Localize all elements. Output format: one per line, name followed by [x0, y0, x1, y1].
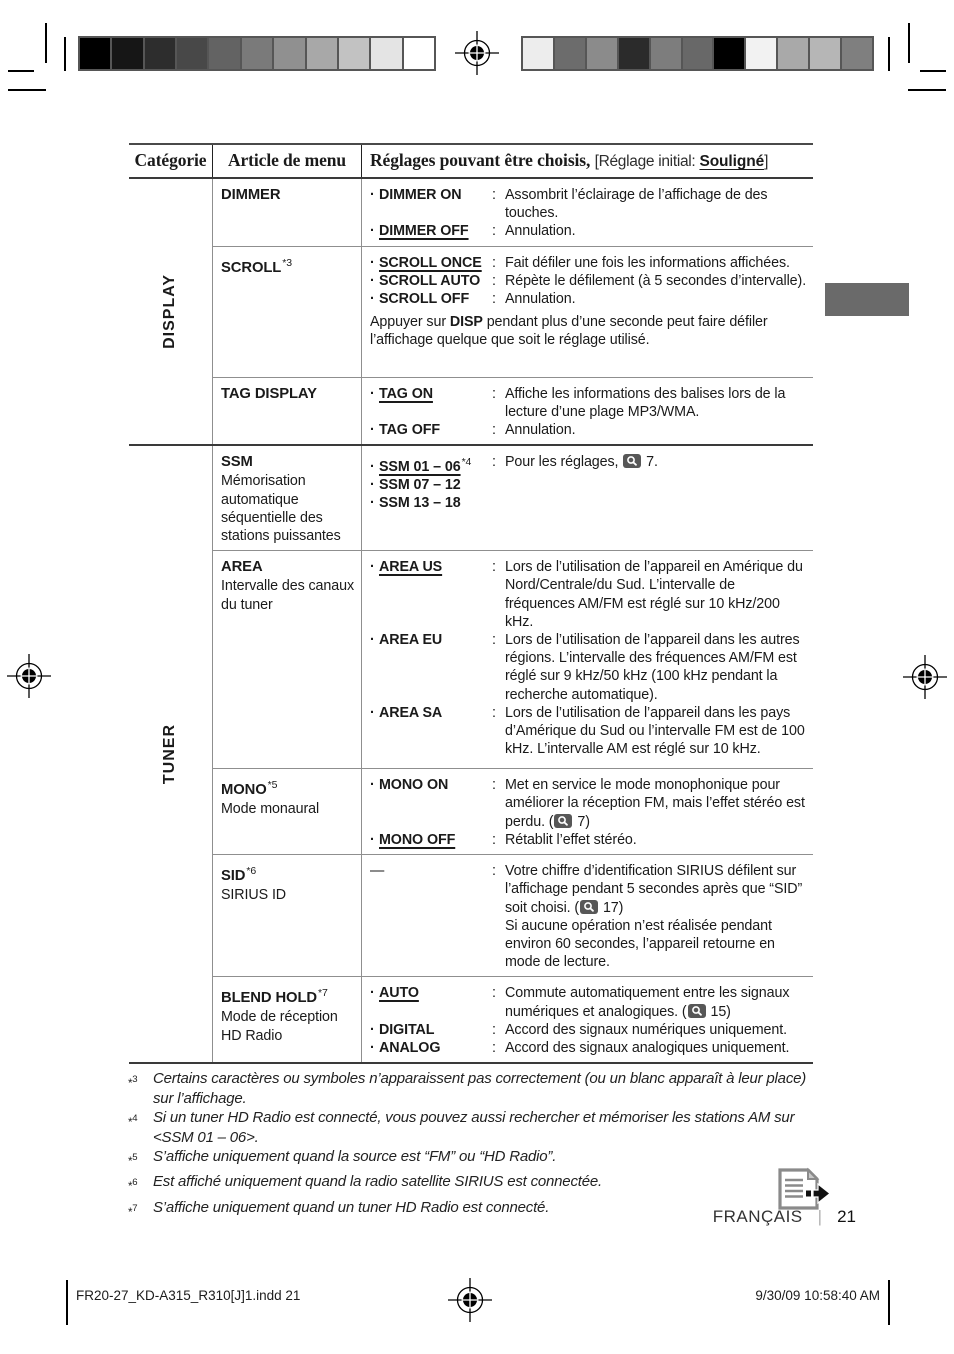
- option-label: [370, 494, 492, 512]
- description-paragraph: Votre chiffre d’identification SIRIUS défilent sur l’affichage pendant 5 secondes après que “SID” soit choisi. ( 17): [505, 863, 803, 916]
- settings-cell: [362, 378, 813, 445]
- option-name: SCROLL OFF: [379, 291, 470, 308]
- calibration-swatch: [649, 38, 681, 69]
- option-description: [505, 831, 807, 849]
- trim-mark: [45, 23, 47, 63]
- calibration-swatch: [776, 38, 808, 69]
- footnote-marker: *$^6$: [128, 1177, 138, 1194]
- description-paragraph: Annulation.: [505, 223, 576, 240]
- settings-cell: [362, 855, 813, 976]
- footnote-marker: *$^3$: [128, 1074, 138, 1090]
- calibration-swatch: [240, 38, 272, 69]
- colon: [492, 494, 505, 512]
- group-rows: [213, 446, 813, 1062]
- table-row: [213, 977, 813, 1062]
- category-cell: [129, 179, 213, 444]
- menu-item-description: Mémorisation automatique séquentielle des stations puissantes: [221, 473, 341, 545]
- calibration-swatch: [681, 38, 713, 69]
- option-label: [370, 222, 492, 240]
- registration-mark-right: [903, 655, 947, 699]
- calibration-swatch: [744, 38, 776, 69]
- option-description: [505, 494, 807, 512]
- print-file-info: FR20-27_KD-A315_R310[J]1.indd 21: [76, 1288, 301, 1303]
- settings-cell: [362, 977, 813, 1062]
- table-row: [213, 378, 813, 445]
- option-label: [370, 776, 492, 831]
- bullet-icon: ·: [370, 477, 375, 494]
- header-menu-item: Article de menu: [213, 145, 362, 177]
- bullet-icon: ·: [370, 291, 375, 308]
- bullet-icon: ·: [370, 1040, 375, 1057]
- trim-mark: [920, 70, 946, 72]
- calibration-swatch: [110, 38, 142, 69]
- group-rows: [213, 179, 813, 444]
- trim-mark: [8, 70, 34, 72]
- trim-mark: [908, 89, 946, 91]
- header-settings-underlined: Souligné: [699, 153, 765, 170]
- description-paragraph: Si aucune opération n’est réalisée pendant environ 60 secondes, l’appareil retourne en mode de lecture.: [505, 917, 775, 971]
- footnote-reference: *7: [318, 987, 328, 1000]
- bullet-icon: ·: [370, 422, 375, 439]
- header-category: Catégorie: [129, 145, 213, 177]
- option-name: MONO ON: [379, 777, 449, 794]
- calibration-swatch: [523, 38, 553, 69]
- footnote-marker-number: 6: [132, 1177, 138, 1189]
- footnote-reference: *4: [461, 456, 472, 469]
- option-description: [505, 421, 807, 439]
- description-paragraph: Pour les réglages, 7.: [505, 454, 658, 471]
- menu-item-name: SID: [221, 868, 246, 884]
- trim-mark: [8, 89, 46, 91]
- bullet-icon: ·: [370, 187, 375, 203]
- category-cell: [129, 446, 213, 1062]
- calibration-swatch: [305, 38, 337, 69]
- menu-item-name: AREA: [221, 559, 263, 576]
- calibration-swatch: [207, 38, 239, 69]
- registration-mark-left: [7, 654, 51, 698]
- item-cell: [213, 977, 362, 1062]
- menu-item-name: DIMMER: [221, 187, 281, 203]
- option-name: SCROLL ONCE: [379, 254, 482, 271]
- table-row: [213, 769, 813, 855]
- option-name: DIMMER OFF: [379, 223, 469, 240]
- colon: :: [492, 187, 496, 203]
- footnote-marker: *$^5$: [128, 1152, 138, 1168]
- table-row: [213, 446, 813, 551]
- trim-mark: [888, 1280, 890, 1325]
- option-label: [370, 290, 492, 308]
- colon: :: [492, 272, 496, 289]
- item-cell: [213, 769, 362, 854]
- option-name: DIGITAL: [379, 1021, 435, 1038]
- description-paragraph: Fait défiler une fois les informations affichées.: [505, 254, 790, 271]
- option-name: ANALOG: [379, 1040, 441, 1057]
- calibration-swatch: [617, 38, 649, 69]
- header-settings-prefix: [Réglage initial:: [594, 153, 700, 170]
- calibration-swatch: [337, 38, 369, 69]
- colon: :: [492, 254, 496, 271]
- item-cell: [213, 378, 362, 445]
- option-label: [370, 186, 492, 222]
- item-cell: [213, 855, 362, 976]
- footnote-text: S’affiche uniquement quand la source est “FM” ou “HD Radio”.: [153, 1148, 557, 1165]
- page-edge-tab: [825, 283, 909, 316]
- menu-item-name: MONO: [221, 782, 267, 798]
- option-name: TAG ON: [379, 385, 433, 402]
- footnote-item: [128, 1147, 830, 1172]
- colon: :: [492, 704, 496, 721]
- item-cell: [213, 446, 362, 550]
- option-label: [370, 476, 492, 494]
- item-cell: [213, 551, 362, 768]
- bullet-icon: ·: [370, 632, 375, 649]
- row-note: Appuyer sur DISP pendant plus d’une seconde peut faire défiler l’affichage quelque que soit le réglage utilisé.: [370, 314, 768, 349]
- description-paragraph: Répète le défilement (à 5 secondes d’intervalle).: [505, 272, 807, 289]
- trim-mark: [908, 23, 910, 63]
- colon: :: [492, 831, 496, 848]
- bullet-icon: ·: [370, 985, 375, 1002]
- calibration-swatch: [808, 38, 840, 69]
- option-name: SSM 07 – 12: [379, 477, 461, 494]
- settings-table: [129, 143, 813, 1064]
- settings-cell: [362, 247, 813, 377]
- colon: :: [492, 985, 496, 1002]
- option-description: [505, 558, 807, 631]
- footer-separator: |: [817, 1207, 823, 1226]
- bullet-icon: ·: [370, 254, 375, 271]
- option-description: [505, 776, 807, 831]
- option-description: [505, 385, 807, 421]
- header-settings-main: Réglages pouvant être choisis,: [370, 150, 595, 170]
- bullet-icon: ·: [370, 559, 375, 576]
- magnifier-icon: [623, 454, 641, 468]
- footnote-reference: *5: [267, 779, 278, 792]
- description-paragraph: Met en service le mode monophonique pour améliorer la réception FM, mais l’effet stéréo est perdu. ( 7): [505, 777, 805, 830]
- option-label: [370, 862, 492, 971]
- option-description: [505, 1039, 807, 1057]
- magnifier-icon: [688, 1004, 706, 1018]
- magnifier-icon: [580, 900, 598, 914]
- footer-language: FRANÇAIS: [712, 1207, 803, 1226]
- option-name: —: [370, 863, 385, 880]
- footnote-reference: *6: [246, 865, 257, 878]
- option-description: [505, 186, 807, 222]
- magnifier-icon: [554, 814, 572, 828]
- footnote-text: Certains caractères ou symboles n’apparaissent pas correctement (ou un blanc apparaît à leur place) sur l’affichage.: [153, 1070, 807, 1107]
- settings-cell: [362, 179, 813, 246]
- calibration-swatch: [80, 38, 110, 69]
- description-paragraph: Affiche les informations des balises lors de la lecture d’une plage MP3/WMA.: [505, 385, 786, 420]
- menu-item-name: TAG DISPLAY: [221, 385, 317, 402]
- option-description: [505, 631, 807, 704]
- trim-mark: [888, 37, 890, 71]
- option-description: [505, 254, 807, 272]
- menu-item-description: Mode de réception HD Radio: [221, 1009, 338, 1044]
- option-description: [505, 222, 807, 240]
- description-paragraph: Accord des signaux numériques uniquement.: [505, 1021, 788, 1038]
- option-name: MONO OFF: [379, 831, 456, 848]
- bullet-icon: ·: [370, 831, 375, 848]
- footnote-marker-number: 4: [132, 1113, 138, 1124]
- description-paragraph: Assombrit l’éclairage de l’affichage de des touches.: [505, 187, 768, 222]
- footnotes: [128, 1069, 830, 1223]
- option-name: TAG OFF: [379, 422, 440, 439]
- description-paragraph: Accord des signaux analogiques uniquement.: [505, 1040, 790, 1057]
- bullet-icon: ·: [370, 458, 375, 475]
- table-group: [129, 179, 813, 446]
- colon: :: [492, 632, 496, 649]
- option-name: SSM 13 – 18: [379, 495, 461, 512]
- description-paragraph: Lors de l’utilisation de l’appareil dans les autres régions. L’intervalle des fréquences AM/FM est réglé sur 9 kHz/50 kHz (100 kHz pendant la recherche automatique).: [505, 632, 800, 703]
- option-label: [370, 831, 492, 849]
- colon: :: [492, 422, 496, 439]
- settings-cell: [362, 446, 813, 550]
- description-paragraph: Lors de l’utilisation de l’appareil dans les pays d’Amérique du Sud ou l’intervalle FM est de 100 kHz. L’intervalle AM est réglé sur 10 kHz.: [505, 704, 805, 758]
- colon: :: [492, 863, 496, 880]
- category-label-display: DISPLAY: [161, 274, 179, 350]
- option-name: SSM 01 – 06: [379, 458, 461, 475]
- calibration-bar-left: [78, 36, 436, 71]
- bullet-icon: ·: [370, 223, 375, 240]
- option-label: [370, 704, 492, 759]
- calibration-swatch: [143, 38, 175, 69]
- footnote-marker: *$^7$: [128, 1202, 138, 1219]
- calibration-swatch: [553, 38, 585, 69]
- calibration-swatch: [712, 38, 744, 69]
- option-description: [505, 704, 807, 759]
- colon: :: [492, 559, 496, 576]
- category-label-tuner: TUNER: [161, 724, 179, 785]
- option-name: AREA SA: [379, 704, 443, 721]
- menu-item-description: Mode monaural: [221, 801, 320, 818]
- option-label: [370, 272, 492, 290]
- footnote-text: Est affiché uniquement quand la radio satellite SIRIUS est connectée.: [153, 1173, 602, 1191]
- footnote-item: [128, 1069, 830, 1108]
- bullet-icon: ·: [370, 777, 375, 794]
- option-description: [505, 290, 807, 308]
- calibration-swatch: [175, 38, 207, 69]
- colon: [492, 476, 505, 494]
- header-settings: [362, 145, 813, 177]
- footnote-marker: *$^4$: [128, 1113, 138, 1129]
- header-settings-suffix: ]: [764, 153, 769, 170]
- option-name: AREA US: [379, 559, 443, 576]
- settings-cell: [362, 551, 813, 768]
- colon: :: [492, 385, 496, 402]
- option-description: [505, 453, 807, 476]
- calibration-swatch: [369, 38, 401, 69]
- print-datetime: 9/30/09 10:58:40 AM: [755, 1288, 880, 1303]
- option-label: [370, 421, 492, 439]
- footnote-marker-number: 5: [132, 1152, 138, 1163]
- footnote-reference: *3: [282, 256, 292, 269]
- bullet-icon: ·: [370, 385, 375, 402]
- table-row: [213, 179, 813, 247]
- colon: :: [492, 291, 496, 308]
- calibration-bar-right: [521, 36, 874, 71]
- item-cell: [213, 247, 362, 377]
- colon: :: [492, 454, 496, 471]
- colon: :: [492, 777, 496, 794]
- option-name: AUTO: [379, 985, 419, 1002]
- menu-item-name: BLEND HOLD: [221, 990, 317, 1007]
- description-paragraph: Rétablit l’effet stéréo.: [505, 831, 637, 848]
- table-group: [129, 446, 813, 1064]
- footnote-text: Si un tuner HD Radio est connecté, vous pouvez aussi rechercher et mémoriser les stations AM sur <SSM 01 – 06>.: [153, 1109, 795, 1146]
- bullet-icon: ·: [370, 272, 375, 289]
- footnote-item: [128, 1108, 830, 1147]
- table-row: [213, 551, 813, 769]
- trim-mark: [64, 37, 66, 71]
- colon: :: [492, 1021, 496, 1038]
- settings-cell: [362, 769, 813, 854]
- colon: :: [492, 1040, 496, 1057]
- description-paragraph: Commute automatiquement entre les signaux numériques et analogiques. ( 15): [505, 985, 790, 1020]
- table-body: [129, 179, 813, 1064]
- option-label: [370, 1039, 492, 1057]
- footnote-item: [128, 1172, 830, 1197]
- description-paragraph: Annulation.: [505, 422, 576, 439]
- menu-item-name: SCROLL: [221, 259, 282, 276]
- calibration-swatch: [840, 38, 872, 69]
- table-header-row: [129, 145, 813, 179]
- menu-item-name: SSM: [221, 454, 253, 471]
- option-name: SCROLL AUTO: [379, 272, 481, 289]
- footnote-marker-number: 7: [132, 1202, 138, 1214]
- option-label: [370, 558, 492, 631]
- option-label: [370, 631, 492, 704]
- option-label: [370, 385, 492, 421]
- option-label: [370, 453, 492, 476]
- registration-mark-top: [455, 31, 499, 75]
- calibration-swatch: [402, 38, 434, 69]
- table-row: [213, 247, 813, 378]
- colon: :: [492, 223, 496, 240]
- footer: [560, 1207, 856, 1227]
- calibration-swatch: [272, 38, 304, 69]
- bold-text: DISP: [449, 314, 483, 331]
- footnote-marker-number: 3: [132, 1074, 138, 1085]
- item-cell: [213, 179, 362, 246]
- table-row: [213, 855, 813, 977]
- bullet-icon: ·: [370, 1021, 375, 1038]
- option-description: [505, 476, 807, 494]
- menu-item-description: SIRIUS ID: [221, 887, 287, 904]
- footer-page-number: 21: [837, 1207, 856, 1226]
- description-paragraph: Lors de l’utilisation de l’appareil en Amérique du Nord/Centrale/du Sud. L’intervalle de fréquences AM/FM est réglé sur 10 kHz/200 kHz.: [505, 559, 803, 630]
- bullet-icon: ·: [370, 495, 375, 512]
- option-description: [505, 272, 807, 290]
- calibration-swatch: [585, 38, 617, 69]
- bullet-icon: ·: [370, 704, 375, 721]
- option-label: [370, 1021, 492, 1039]
- registration-mark-bottom: [448, 1278, 492, 1322]
- option-label: [370, 984, 492, 1020]
- description-paragraph: Annulation.: [505, 291, 576, 308]
- trim-mark: [66, 1280, 68, 1325]
- menu-item-description: Intervalle des canaux du tuner: [221, 578, 355, 613]
- option-description: [505, 984, 807, 1020]
- option-label: [370, 254, 492, 272]
- option-description: [505, 1021, 807, 1039]
- option-name: AREA EU: [379, 632, 443, 649]
- option-name: DIMMER ON: [379, 187, 462, 203]
- footnote-text: S’affiche uniquement quand un tuner HD Radio est connecté.: [153, 1198, 550, 1216]
- option-description: [505, 862, 807, 971]
